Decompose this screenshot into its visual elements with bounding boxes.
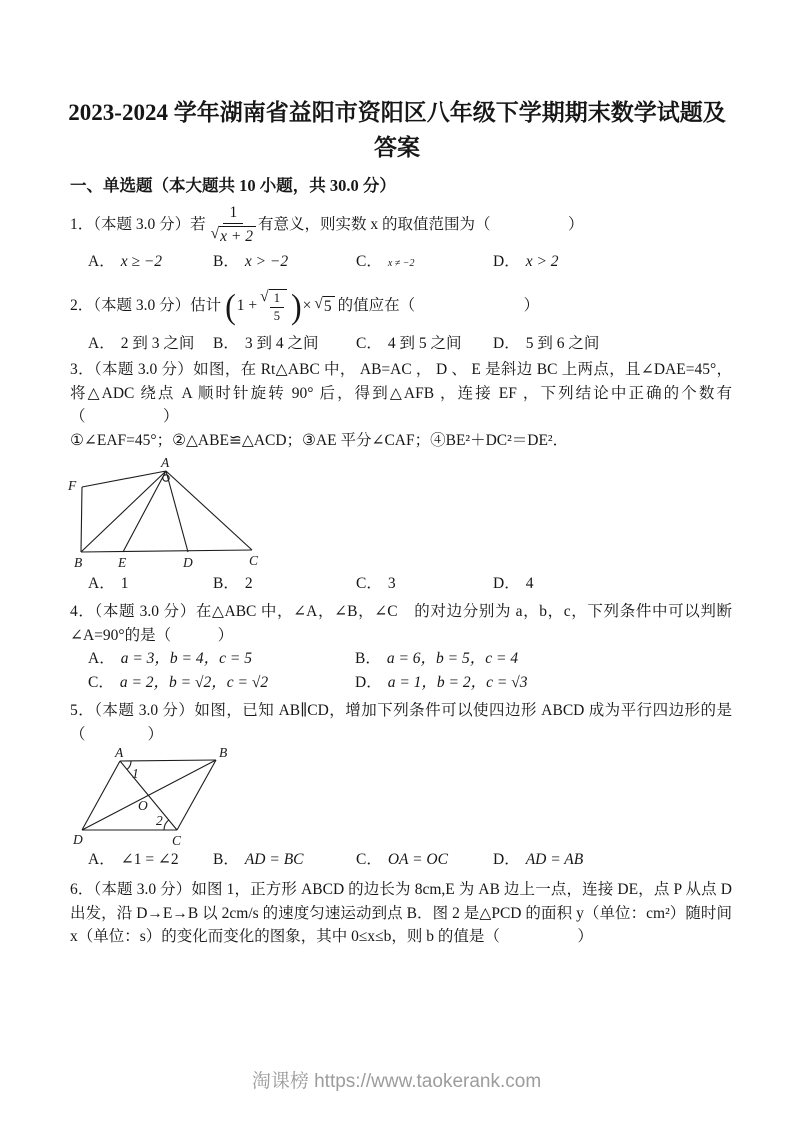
vertex-label-c: C bbox=[172, 833, 182, 846]
angle-2-arc bbox=[164, 820, 169, 830]
q5-option-b-text: AD = BC bbox=[244, 851, 304, 868]
q1-fraction-denominator bbox=[211, 224, 256, 246]
angle-label-1: 1 bbox=[132, 766, 139, 781]
question-5-stem: 5．（本题 3.0 分）如图，已知 AB∥CD，增加下列条件可以使四边形 ABCD 成为平行四边形的是（ ） bbox=[70, 702, 732, 743]
q2-option-d-text: 5 到 6 之间 bbox=[525, 335, 600, 352]
vertex-label-d: D bbox=[183, 555, 193, 570]
q3-option-d bbox=[493, 572, 533, 596]
q1-fraction-numerator: 1 bbox=[223, 204, 243, 224]
q2-radical-five bbox=[314, 296, 334, 316]
right-triangle-figure bbox=[62, 454, 332, 570]
section-heading: 一、单选题（本大题共 10 小题，共 30.0 分） bbox=[70, 176, 396, 195]
q2-option-d bbox=[493, 332, 599, 356]
q4-option-d-label: D． bbox=[355, 674, 382, 691]
q2-radicand bbox=[269, 289, 287, 323]
q3-option-a-text: 1 bbox=[120, 575, 129, 592]
q5-option-c-label: C． bbox=[356, 851, 382, 868]
q4-option-a bbox=[88, 647, 355, 671]
q4-option-d-text: a = 1，b = 2，c = √3 bbox=[387, 674, 528, 691]
q3-option-a-label: A． bbox=[88, 575, 115, 592]
radical-sign: √ bbox=[260, 288, 269, 306]
q1-option-a bbox=[88, 250, 213, 276]
q2-option-a-text: 2 到 3 之间 bbox=[120, 335, 195, 352]
radical-sign: √ bbox=[210, 225, 220, 242]
question-4-stem: 4．（本题 3.0 分）在△ABC 中，∠A，∠B，∠C 的对边分别为 a，b，c，下列条件中可以判断∠A=90°的是（ ） bbox=[70, 603, 732, 644]
times-sign: × bbox=[302, 297, 312, 315]
q3-option-b-text: 2 bbox=[244, 575, 253, 592]
question-3-stem: 3．（本题 3.0 分）如图，在 Rt△ABC 中， AB=AC ， D 、 E 是斜边 BC 上两点，且∠DAE=45°，将△ADC 绕点 A 顺时针旋转 90° 后，得到△AFB ，连接 EF ，下列结论中正确的个数有（ ） bbox=[70, 361, 732, 425]
q1-option-d-text: x > 2 bbox=[525, 253, 559, 270]
q5-option-d-text: AD = AB bbox=[525, 851, 584, 868]
q4-option-d bbox=[355, 671, 527, 695]
parallelogram-figure bbox=[70, 746, 245, 846]
q2-option-b-text: 3 到 4 之间 bbox=[244, 335, 319, 352]
q4-option-b-text: a = 6，b = 5，c = 4 bbox=[386, 650, 519, 667]
q2-options bbox=[70, 332, 732, 356]
q5-option-a-label: A． bbox=[88, 851, 115, 868]
q3-option-b-label: B． bbox=[213, 575, 239, 592]
vertex-label-b: B bbox=[219, 746, 228, 760]
q2-option-a bbox=[88, 332, 213, 356]
question-1-stem bbox=[70, 202, 732, 248]
q1-option-c-label: C． bbox=[356, 253, 382, 270]
q2-one-plus: 1 + bbox=[236, 297, 258, 315]
question-3-conclusions: ①∠EAF=45°；②△ABE≌△ACD；③AE 平分∠CAF；④BE²＋DC²＝DE²． bbox=[70, 431, 569, 449]
q1-fraction bbox=[211, 204, 256, 246]
q1-option-a-text: x ≥ −2 bbox=[120, 253, 163, 270]
q5-option-a bbox=[88, 848, 213, 872]
q3-option-c-label: C． bbox=[356, 575, 382, 592]
q2-inner-denominator: 5 bbox=[273, 308, 280, 323]
question-6 bbox=[70, 878, 732, 949]
q4-option-b bbox=[355, 647, 518, 671]
q4-option-a-text: a = 3，b = 4，c = 5 bbox=[120, 650, 252, 667]
q2-option-b bbox=[213, 332, 356, 356]
q5-option-c-text: OA = OC bbox=[387, 851, 448, 868]
vertex-label-b: B bbox=[74, 555, 83, 570]
q2-inner-fraction bbox=[270, 291, 284, 323]
q1-option-a-label: A． bbox=[88, 253, 115, 270]
q2-radicand-five: 5 bbox=[323, 296, 335, 316]
q1-radicand: x + 2 bbox=[219, 226, 256, 246]
q4-option-c bbox=[88, 671, 355, 695]
vertex-label-a: A bbox=[115, 746, 124, 760]
q4-options-row-1 bbox=[70, 647, 732, 671]
question-4 bbox=[70, 600, 732, 695]
q2-option-a-label: A． bbox=[88, 335, 115, 352]
q1-stem-suffix: 有意义，则实数 x 的取值范围为（ ） bbox=[258, 216, 584, 234]
q1-option-d bbox=[493, 250, 559, 276]
q1-option-c-text: x ≠ −2 bbox=[387, 258, 415, 269]
right-paren: ) bbox=[290, 286, 302, 326]
footer bbox=[0, 1066, 793, 1093]
q5-option-a-text: ∠1 = ∠2 bbox=[120, 851, 179, 868]
q3-option-b bbox=[213, 572, 356, 596]
q2-stem-suffix: 的值应在（ ） bbox=[337, 297, 540, 315]
vertex-label-a: A bbox=[161, 455, 170, 470]
question-2-stem bbox=[70, 282, 732, 330]
angle-label-2: 2 bbox=[156, 813, 163, 828]
page-title: 2023-2024 学年湖南省益阳市资阳区八年级下学期期末数学试题及答案 bbox=[68, 100, 726, 160]
q4-option-c-text: a = 2，b = √2，c = √2 bbox=[119, 674, 269, 691]
q2-option-c-label: C． bbox=[356, 335, 382, 352]
q2-inner-numerator: 1 bbox=[270, 291, 284, 307]
q3-options bbox=[70, 572, 732, 596]
vertex-label-f: F bbox=[68, 478, 77, 493]
q1-options bbox=[70, 250, 732, 276]
vertex-label-e: E bbox=[118, 555, 127, 570]
q1-option-c bbox=[356, 250, 493, 276]
footer-link[interactable]: 淘课榜 https://www.taokerank.com bbox=[251, 1071, 542, 1092]
question-3 bbox=[70, 358, 732, 596]
q3-option-c bbox=[356, 572, 493, 596]
q1-option-d-label: D． bbox=[493, 253, 520, 270]
q5-option-c bbox=[356, 848, 493, 872]
vertex-label-c: C bbox=[249, 553, 259, 568]
left-paren: ( bbox=[225, 286, 236, 326]
radical-sign: √ bbox=[314, 295, 323, 313]
q2-option-d-label: D． bbox=[493, 335, 520, 352]
q2-radical-fraction bbox=[260, 289, 287, 323]
q2-stem-prefix: 2．（本题 3.0 分）估计 bbox=[70, 297, 222, 315]
q1-option-b bbox=[213, 250, 356, 276]
q5-option-d bbox=[493, 848, 583, 872]
q2-option-c bbox=[356, 332, 493, 356]
q2-option-c-text: 4 到 5 之间 bbox=[387, 335, 462, 352]
question-1 bbox=[70, 202, 732, 276]
intersection-label-o: O bbox=[138, 798, 148, 813]
q4-option-a-label: A． bbox=[88, 650, 115, 667]
question-2 bbox=[70, 282, 732, 356]
q4-option-b-label: B． bbox=[355, 650, 381, 667]
q4-option-c-label: C． bbox=[88, 674, 114, 691]
q3-option-c-text: 3 bbox=[387, 575, 396, 592]
q3-option-d-label: D． bbox=[493, 575, 520, 592]
q1-option-b-label: B． bbox=[213, 253, 239, 270]
question-6-stem: 6．（本题 3.0 分）如图 1，正方形 ABCD 的边长为 8cm,E 为 AB 边上一点，连接 DE，点 P 从点 D 出发，沿 D→E→B 以 2cm/s 的速度匀速运动到点 B．图 2 是△PCD 的面积 y（单位：cm²）随时间 x（单位：s）的变化而变化的图象，其中 0≤x≤b，则 b 的值是（ ） bbox=[70, 881, 732, 945]
q4-options-row-2 bbox=[70, 671, 732, 695]
q5-option-b-label: B． bbox=[213, 851, 239, 868]
vertex-label-d: D bbox=[73, 832, 83, 846]
angle-1-arc bbox=[127, 761, 131, 770]
q1-radical bbox=[211, 226, 256, 246]
q5-option-d-label: D． bbox=[493, 851, 520, 868]
q1-option-b-text: x > −2 bbox=[244, 253, 289, 270]
exam-content bbox=[70, 202, 732, 949]
q3-option-d-text: 4 bbox=[525, 575, 534, 592]
q2-option-b-label: B． bbox=[213, 335, 239, 352]
q3-option-a bbox=[88, 572, 213, 596]
q5-option-b bbox=[213, 848, 356, 872]
q5-options bbox=[70, 848, 732, 872]
question-5 bbox=[70, 699, 732, 872]
q1-stem-prefix: 1．（本题 3.0 分）若 bbox=[70, 216, 206, 234]
